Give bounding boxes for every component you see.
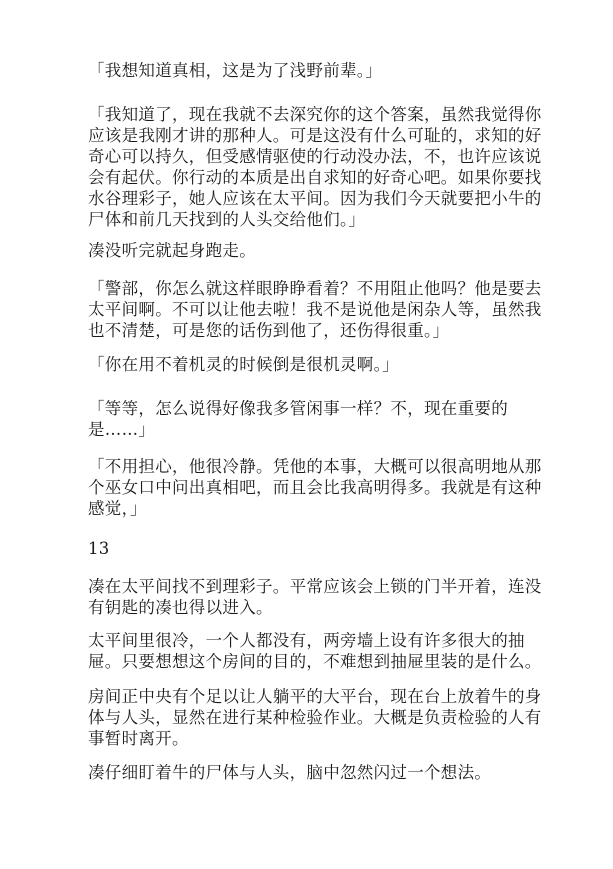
paragraph-4: 「警部，你怎么就这样眼睁睁看着？不用阻止他吗？他是要去太平间啊。不可以让他去啦！我不是说他是闲杂人等，虽然我也不清楚，可是您的话伤到他了，还伤得很重。」 [88,279,542,340]
paragraph-8: 凑在太平间找不到理彩子。平常应该会上锁的门半开着，连没有钥匙的凑也得以进入。 [88,577,542,617]
paragraph-9: 太平间里很冷，一个人都没有，两旁墙上设有许多很大的抽屉。只要想想这个房间的目的，不难想到抽屉里装的是什么。 [88,631,542,671]
paragraph-1: 「我想知道真相，这是为了浅野前辈。」 [88,61,383,80]
paragraph-11: 凑仔细盯着牛的尸体与人头，脑中忽然闪过一个想法。 [88,763,492,782]
paragraph-3: 凑没听完就起身跑走。 [88,241,256,260]
paragraph-5: 「你在用不着机灵的时候倒是很机灵啊。」 [88,355,399,374]
paragraph-2: 「我知道了，现在我就不去深究你的这个答案，虽然我觉得你应该是我刚才讲的那种人。可是这没有什么可耻的，求知的好奇心可以持久，但受感情驱使的行动没办法，不，也许应该说会有起伏。你行动的本质是出自求知的好奇心吧。如果你要找水谷理彩子，她人应该在太平间。因为我们今天就要把小牛的尸体和前几天找到的人头交给他们。」 [88,105,542,229]
paragraph-7: 「不用担心，他很冷静。凭他的本事，大概可以很高明地从那个巫女口中问出真相吧，而且会比我高明得多。我就是有这种感觉，」 [88,457,542,518]
chapter-number: 13 [88,539,110,558]
paragraph-10: 房间正中央有个足以让人躺平的大平台，现在台上放着牛的身体与人头，显然在进行某种检验作业。大概是负责检验的人有事暂时离开。 [88,687,542,748]
paragraph-6: 「等等，怎么说得好像我多管闲事一样？不，现在重要的是……」 [88,399,508,439]
